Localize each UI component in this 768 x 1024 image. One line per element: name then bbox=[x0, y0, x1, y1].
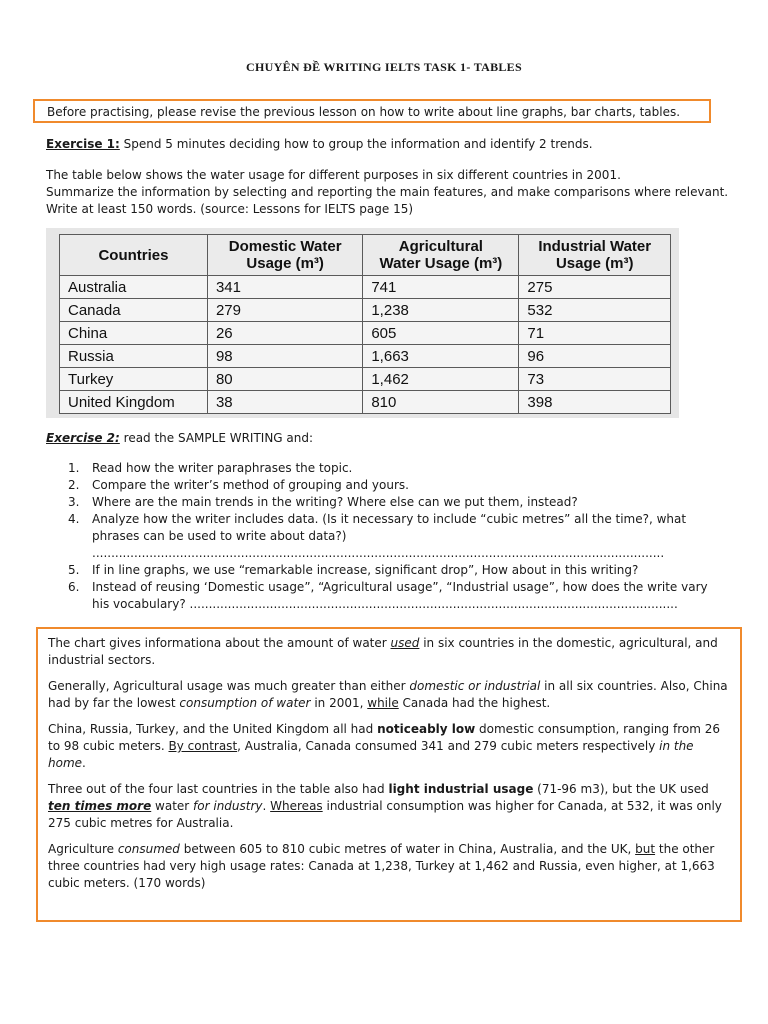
list-number: 5. bbox=[68, 563, 80, 577]
value-cell: 98 bbox=[207, 345, 362, 368]
list-item-line: If in line graphs, we use “remarkable increase, significant drop”, How about in this writing? bbox=[92, 563, 639, 577]
task-description bbox=[46, 167, 746, 218]
text-run: industrial consumption was higher for Canada, at 532, it was only 275 cubic metres for Australia. bbox=[48, 799, 722, 830]
list-number: 1. bbox=[68, 461, 80, 475]
text-run: ten times more bbox=[48, 799, 152, 813]
water-usage-table-image bbox=[46, 228, 679, 418]
value-cell: 1,238 bbox=[363, 299, 519, 322]
country-cell: United Kingdom bbox=[60, 391, 208, 414]
text-run: Three out of the four last countries in the table also had bbox=[48, 782, 389, 796]
text-run: consumed bbox=[117, 842, 180, 856]
header-line: Countries bbox=[98, 246, 169, 264]
text-run: Generally, Agricultural usage was much greater than either bbox=[48, 679, 410, 693]
text-run: China, Russia, Turkey, and the United Kingdom all had bbox=[48, 722, 378, 736]
text-run: but bbox=[635, 842, 656, 856]
list-item-line: Where are the main trends in the writing? Where else can we put them, instead? bbox=[92, 495, 578, 509]
header-line: Usage (m³) bbox=[555, 255, 634, 272]
text-run: domestic consumption, ranging from 26 to 98 cubic meters. bbox=[48, 722, 720, 753]
header-line: Water Usage (m³) bbox=[379, 255, 503, 272]
text-run: Whereas bbox=[270, 799, 323, 813]
exercise-1 bbox=[46, 136, 593, 153]
text-run: in the home bbox=[48, 739, 694, 770]
value-cell: 1,462 bbox=[363, 368, 519, 391]
value-cell: 26 bbox=[207, 322, 362, 345]
table-row bbox=[60, 345, 671, 368]
table-row bbox=[60, 299, 671, 322]
country-cell: Australia bbox=[60, 276, 208, 299]
value-cell: 71 bbox=[519, 322, 671, 345]
sample-paragraph bbox=[48, 841, 730, 892]
text-run: in 2001, bbox=[310, 696, 368, 710]
description-line: Write at least 150 words. (source: Lessons for IELTS page 15) bbox=[46, 202, 414, 216]
country-cell: Turkey bbox=[60, 368, 208, 391]
list-item bbox=[68, 477, 708, 494]
text-run: . bbox=[262, 799, 271, 813]
list-number: 4. bbox=[68, 512, 80, 526]
text-run: water bbox=[151, 799, 194, 813]
value-cell: 1,663 bbox=[363, 345, 519, 368]
list-item-line: Instead of reusing ‘Domestic usage”, “Agricultural usage”, “Industrial usage”, how does the write vary bbox=[92, 580, 708, 594]
exercise-2-label: Exercise 2: bbox=[46, 431, 120, 445]
exercise-1-text: Spend 5 minutes deciding how to group the information and identify 2 trends. bbox=[119, 137, 593, 151]
table-row bbox=[60, 391, 671, 414]
list-number: 6. bbox=[68, 580, 80, 594]
exercise-2 bbox=[46, 430, 313, 447]
text-run: while bbox=[367, 696, 399, 710]
list-item-line: ...................................................................................................................................................... bbox=[92, 546, 665, 560]
table-header-cell bbox=[519, 235, 671, 276]
text-run: domestic or industrial bbox=[409, 679, 541, 693]
sample-writing-box bbox=[36, 627, 742, 922]
table-header-cell bbox=[207, 235, 362, 276]
table-header-row bbox=[60, 235, 671, 276]
list-item bbox=[68, 494, 708, 511]
text-run: The chart gives informationa about the amount of water bbox=[48, 636, 391, 650]
list-item-line: his vocabulary? ................................................................................................................................ bbox=[92, 597, 678, 611]
sample-paragraph bbox=[48, 781, 730, 832]
country-cell: Canada bbox=[60, 299, 208, 322]
list-item-line: Compare the writer’s method of grouping and yours. bbox=[92, 478, 409, 492]
revision-notice: Before practising, please revise the previous lesson on how to write about line graphs, bar charts, tables. bbox=[33, 99, 711, 123]
table-body bbox=[60, 276, 671, 414]
text-run: (71-96 m3), but the UK used bbox=[533, 782, 709, 796]
value-cell: 96 bbox=[519, 345, 671, 368]
list-number: 2. bbox=[68, 478, 80, 492]
header-line: Industrial Water bbox=[538, 238, 652, 255]
country-cell: Russia bbox=[60, 345, 208, 368]
header-line: Domestic Water bbox=[228, 238, 342, 255]
text-run: used bbox=[390, 636, 420, 650]
table-header-cell bbox=[60, 235, 208, 276]
list-item bbox=[68, 460, 708, 477]
value-cell: 532 bbox=[519, 299, 671, 322]
value-cell: 810 bbox=[363, 391, 519, 414]
value-cell: 341 bbox=[207, 276, 362, 299]
table-row bbox=[60, 368, 671, 391]
text-run: By contrast bbox=[168, 739, 238, 753]
text-run: in six countries in the domestic, agricultural, and industrial sectors. bbox=[48, 636, 718, 667]
value-cell: 38 bbox=[207, 391, 362, 414]
value-cell: 80 bbox=[207, 368, 362, 391]
list-item-line: Analyze how the writer includes data. (Is it necessary to include “cubic metres” all the time?, what bbox=[92, 512, 687, 526]
text-run: noticeably low bbox=[377, 722, 476, 736]
value-cell: 73 bbox=[519, 368, 671, 391]
list-item bbox=[68, 562, 708, 579]
table-row bbox=[60, 276, 671, 299]
header-line: Usage (m³) bbox=[246, 255, 324, 272]
text-run: in all six countries. Also, China had by far the lowest bbox=[48, 679, 728, 710]
exercise-2-text: read the SAMPLE WRITING and: bbox=[119, 431, 314, 445]
list-item bbox=[68, 511, 708, 562]
sample-paragraph bbox=[48, 678, 730, 712]
header-line: Agricultural bbox=[398, 238, 483, 255]
text-run: Canada had the highest. bbox=[398, 696, 551, 710]
text-run: between 605 to 810 cubic metres of water in China, Australia, and the UK, bbox=[179, 842, 636, 856]
text-run: . bbox=[82, 756, 86, 770]
value-cell: 275 bbox=[519, 276, 671, 299]
value-cell: 279 bbox=[207, 299, 362, 322]
sample-paragraph bbox=[48, 721, 730, 772]
question-list bbox=[68, 460, 708, 613]
text-run: , Australia, Canada consumed 341 and 279 cubic meters respectively bbox=[237, 739, 660, 753]
country-cell: China bbox=[60, 322, 208, 345]
value-cell: 741 bbox=[363, 276, 519, 299]
text-run: light industrial usage bbox=[388, 782, 534, 796]
sample-paragraph bbox=[48, 635, 730, 669]
text-run: consumption of water bbox=[179, 696, 311, 710]
list-item-line: phrases can be used to write about data?) bbox=[92, 529, 347, 543]
text-run: the other three countries had very high usage rates: Canada at 1,238, Turkey at 1,462 and Russia, even higher, at 1,663 cubic meters. (170 words) bbox=[48, 842, 715, 890]
list-item bbox=[68, 579, 708, 613]
water-usage-table bbox=[59, 234, 671, 414]
description-line: Summarize the information by selecting and reporting the main features, and make comparisons where relevant. bbox=[46, 185, 729, 199]
table-header-cell bbox=[363, 235, 519, 276]
value-cell: 398 bbox=[519, 391, 671, 414]
page-title: CHUYÊN ĐỀ WRITING IELTS TASK 1- TABLES bbox=[246, 60, 522, 74]
description-line: The table below shows the water usage for different purposes in six different countries in 2001. bbox=[46, 168, 621, 182]
list-number: 3. bbox=[68, 495, 80, 509]
text-run: Agriculture bbox=[48, 842, 118, 856]
text-run: for industry bbox=[193, 799, 263, 813]
list-item-line: Read how the writer paraphrases the topic. bbox=[92, 461, 353, 475]
table-row bbox=[60, 322, 671, 345]
value-cell: 605 bbox=[363, 322, 519, 345]
exercise-1-label: Exercise 1: bbox=[46, 137, 120, 151]
